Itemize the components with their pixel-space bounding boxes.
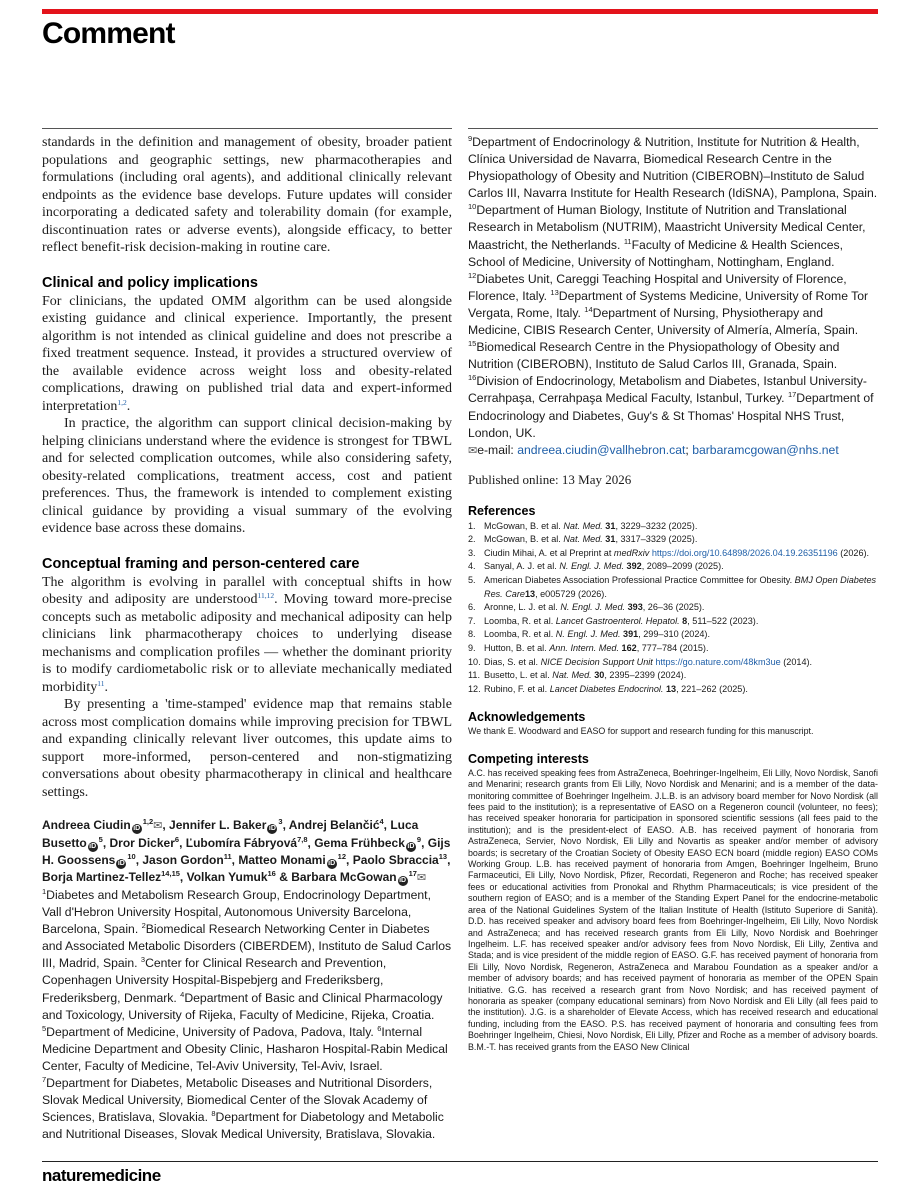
email-link-mcgowan[interactable]: barbaramcgowan@nhs.net	[692, 442, 839, 457]
author-affiliation-number: 7,8	[297, 835, 308, 844]
author-name: Ľubomíra Fábryová	[185, 836, 298, 850]
author-affiliation-number: 5	[98, 835, 103, 844]
affiliation-number: 10	[468, 202, 477, 212]
affiliation-text: Diabetes Unit, Careggi Teaching Hospital and University of Florence, Florence, Italy.	[468, 271, 847, 303]
author-separator: ,	[282, 818, 289, 832]
reference-number: 8.	[468, 629, 476, 640]
reference-journal: NICE Decision Support Unit	[540, 656, 653, 667]
reference-link[interactable]: https://doi.org/10.64898/2026.04.19.26351196	[651, 547, 838, 558]
affiliation-text: Department for Diabetes, Metabolic Diseases and Nutritional Disorders, Slovak Medical University, Biomedical Center of the Slovak Academy of Sciences, Bratislava, Slovakia.	[42, 1076, 433, 1125]
reference-authors: Loomba, R. et al.	[484, 629, 556, 640]
author-name: Andreea Ciudin	[42, 818, 131, 832]
affiliation-text: Diabetes and Metabolism Research Group, Endocrinology Department, Vall d'Hebron University Hospital, Autonomous University Barcelona, Barcelona, Spain.	[42, 888, 431, 937]
journal-logo: naturemedicine	[42, 1166, 161, 1185]
clinical-policy-paragraph-1: For clinicians, the updated OMM algorithm can be used alongside existing guidance and clinical experience. Importantly, the present algorithm is not intended as clinical guideline and does not prescribe a fixed treatment sequence. Instead, it provides a structured overview of the available evidence across weight loss and obesity-related complications, drawing on published trial data and expert-informed interpretation$^{1,2}$.	[42, 293, 452, 414]
reference-item	[468, 615, 878, 629]
author-affiliation-number: 17	[408, 869, 417, 878]
reference-number: 4.	[468, 561, 476, 572]
affiliation-text: Faculty of Medicine & Health Sciences, School of Medicine, University of Nottingham, Nottingham, England.	[468, 237, 843, 269]
reference-volume: 162	[618, 643, 637, 654]
affiliation-number: 14	[584, 304, 593, 314]
citation-link[interactable]: 11	[97, 678, 105, 688]
affiliation-text: Department of Endocrinology and Diabetes, Guy's & St Thomas' Hospital NHS Trust, London, UK.	[468, 391, 874, 440]
reference-item	[468, 533, 878, 547]
reference-item	[468, 683, 878, 697]
footer-rule	[42, 1161, 878, 1162]
author-affiliation-number: 3	[278, 817, 283, 826]
reference-number: 5.	[468, 575, 476, 586]
intro-paragraph: standards in the definition and management of obesity, broader patient populations and geographic settings, new pharmacotherapies and formulations (including oral agents), and additional clinically relevant endpoints as the evidence base develops. Future updates will consider incorporating a dedicated safety and tolerability domain (for example, discontinuation rates or adverse events), alongside efficacy, to better reflect benefit-risk decision-making in routine care.	[42, 135, 452, 255]
reference-item	[468, 656, 878, 670]
reference-link[interactable]: https://go.nature.com/48km3ue	[655, 656, 781, 667]
citation-link[interactable]: 11,12	[257, 591, 275, 600]
reference-item	[468, 520, 878, 534]
affiliation-text: Department of Basic and Clinical Pharmacology and Toxicology, University of Rijeka, Faculty of Medicine, Rijeka, Croatia.	[42, 990, 443, 1022]
acknowledgements-text: We thank E. Woodward and EASO for support and research funding for this manuscript.	[468, 726, 814, 737]
reference-volume: 30	[591, 670, 605, 681]
reference-volume: 31	[602, 534, 616, 545]
affiliation-text: Department of Systems Medicine, University of Rome Tor Vergata, Rome, Italy.	[468, 288, 869, 320]
reference-authors: McGowan, B. et al.	[484, 520, 564, 531]
affiliation-number: 12	[468, 270, 477, 280]
competing-interests-heading: Competing interests	[468, 751, 589, 766]
affiliation-text: Department of Endocrinology & Nutrition, Institute for Nutrition & Health, Clínica Universidad de Navarra, Biomedical Research Centre in the Physiopathology of Obesity and Nutrition (CIBEROBN)–Instituto de Salud Carlos III, Navarra Institute for Health Research (IdiSNA), Pamplona, Spain.	[468, 135, 878, 201]
right-column-rule	[468, 128, 878, 129]
author-affiliation-number: 13	[438, 852, 448, 861]
author-name: Volkan Yumuk	[186, 870, 268, 884]
author-name: Jason Gordon	[142, 853, 224, 867]
orcid-icon[interactable]: iD	[268, 825, 276, 832]
envelope-icon: ✉	[468, 444, 478, 457]
reference-item	[468, 628, 878, 642]
section-heading-clinical-policy: Clinical and policy implications	[42, 274, 258, 291]
affiliation-number: 3	[140, 955, 146, 965]
clinical-policy-paragraph-2: In practice, the algorithm can support clinical decision-making by helping clinicians understand where the evidence is strongest for TBWL and for selected complication outcomes, while also considering safety, obesity-related complications, treatment access, cost and patient preferences. Thus, the framework is intended to complement existing clinical guidance by providing a visual summary of the evolving evidence base across these domains.	[42, 416, 452, 536]
author-separator: ,	[179, 836, 186, 850]
author-separator: ,	[102, 836, 110, 850]
author-list	[42, 817, 452, 887]
email-link-ciudin[interactable]: andreea.ciudin@vallhebron.cat	[517, 442, 686, 457]
left-column-rule	[42, 128, 452, 129]
orcid-icon[interactable]: iD	[399, 877, 407, 884]
conceptual-framing-paragraph-2: By presenting a 'time-stamped' evidence map that remains stable across most complication domains while improving precision for TBWL and expanding clinically relevant liver outcomes, this update aims to support more-informed, person-centered and non-stigmatizing conversations about obesity pharmacotherapy in clinical and healthcare settings.	[42, 697, 452, 800]
reference-year: (2014).	[780, 656, 813, 667]
section-heading-conceptual-framing: Conceptual framing and person-centered care	[42, 555, 360, 572]
conceptual-framing-paragraph-1: The algorithm is evolving in parallel with conceptual shifts in how obesity and adiposity are understood$^{11,12}$. Moving toward more-precise concepts such as metabolic adiposity and mechanical adiposity can help clinicians link pharmacotherapy choices to underlying disease mechanisms and complication profiles — whether the dominant priority is to modify cardiometabolic risk or to alleviate mechanically mediated morbidity$^{11}$.	[42, 574, 452, 695]
reference-pages: , 3317–3329 (2025).	[615, 534, 698, 545]
section-title: Comment	[42, 17, 175, 50]
affiliation-number: 6	[377, 1023, 382, 1033]
author-affiliation-number: 12	[337, 852, 347, 861]
reference-journal: Nat. Med.	[563, 534, 603, 545]
author-affiliation-number: 6	[174, 835, 180, 844]
reference-number: 11.	[468, 670, 480, 681]
reference-authors: Hutton, B. et al.	[484, 643, 550, 654]
author-name: Gema Frühbeck	[314, 836, 405, 850]
orcid-icon[interactable]: iD	[89, 843, 97, 850]
author-affiliation-number: 9	[416, 835, 422, 844]
reference-year: (2026).	[837, 547, 870, 558]
reference-item	[468, 547, 878, 561]
reference-list	[468, 520, 878, 697]
reference-number: 1.	[468, 520, 476, 531]
reference-authors: Ciudin Mihai, A. et al Preprint at	[484, 547, 614, 558]
reference-number: 9.	[468, 643, 476, 654]
reference-number: 2.	[468, 534, 476, 545]
orcid-icon[interactable]: iD	[328, 860, 336, 867]
affiliation-text: Biomedical Research Networking Center in Diabetes and Associated Metabolic Disorders (CIBERDEM), Instituto de Salud Carlos III, Madrid, Spain.	[42, 922, 452, 971]
reference-volume: 13	[663, 683, 677, 694]
author-name: Paolo Sbraccia	[352, 853, 439, 867]
reference-item	[468, 560, 878, 574]
author-name: Dror Dicker	[109, 836, 175, 850]
published-date: Published online: 13 May 2026	[468, 471, 632, 487]
affiliation-number: 2	[141, 921, 146, 931]
author-name: Matteo Monami	[238, 853, 326, 867]
author-separator: &	[275, 870, 292, 884]
acknowledgements-heading: Acknowledgements	[468, 710, 586, 725]
affiliations-left	[42, 887, 452, 1143]
affiliation-number: 11	[623, 236, 632, 246]
reference-pages: , 511–522 (2023).	[687, 615, 759, 626]
competing-interests-text: A.C. has received speaking fees from AstraZeneca, Boehringer-Ingelheim, Eli Lilly, Novo Nordisk, Sanofi and Menarini; research grants from Eli Lilly, Novo Nordisk and Menarini; and is a member of the data-monitoring committee of Boehringer Ingelheim. J.L.B. is an advisory board member for Novo Nordisk (all fees paid to the institution); is a representative of EASO on a Regeneron council (volunteer, no fees); has received speaker honoraria for participation in sponsored scientific sessions (all fees paid to the institution); and is the president-elect of EASO. A.B. has received payment of honoraria from AstraZeneca, Servier, Novo Nordisk, Eli Lilly and Novartis as speaker and/or member of advisory boards; is secretary of the Croatian Society of Obesity EASO ECN board (middle region) EASO COMs Working Group. L.B. has received payment of honoraria from Amgen, Boehringer Ingelheim, Bruno Farmaceutici, Eli Lilly, Novo Nordisk, Pfizer, Recordati, Regeneron and Roche; has received speaker fees or educational activities from Pronokal and Rhythm Pharmaceuticals; is vice president of the southern region of EASO; and is a member of the Standing Expert Panel for the endocrine-metabolic area of the National Guidelines System of the Italian Institute of Health (Istituto Superiore di Sanità). D.D. has received speaker and advisory board fees from Boehringer-Ingelheim, Eli Lilly, Novo Nordisk and AstraZeneca; and has received research grants from Eli Lilly, Novo Nordisk and Boehringer Ingelheim. L.F. has received speaker and/or advisory fees from Novo Nordisk, Eli Lilly, Zentiva and Stada; and is vice president of the middle region of EASO. G.F. has received payment of honoraria from Eli Lilly, Novo Nordisk, Regeneron, AstraZeneca and Marabou Foundation as a speaker and/or a member of advisory boards; and has received payment of honoraria as member of the OPEN Spain Initiative. G.G. has received a research grant from Novo Nordisk; and has received payment of honoraria as speaker (company educational seminars) from Novo Nordisk and Eli Lilly (all fees paid to the institution). J.G. is a shareholder of Elevate Access, which has received research and educational funding, including from the EASO. P.S. has received payment of honoraria and consulting fees from Boehringer Ingelheim, Chiesi, Novo Nordisk, Eli Lilly, Pfizer and Roche as a member of advisory boards. B.M.-T. has received grants from the EASO New Clinical	[468, 767, 878, 1052]
author-separator: ,	[231, 853, 239, 867]
reference-pages: , 299–310 (2024).	[638, 629, 710, 640]
author-name: Jennifer L. Baker	[169, 818, 267, 832]
reference-journal: N. Engl. J. Med.	[559, 561, 625, 572]
left-column	[42, 134, 452, 1143]
reference-volume: 8	[679, 615, 688, 626]
reference-authors: Rubino, F. et al.	[484, 683, 550, 694]
affiliation-number: 1	[42, 887, 47, 896]
affiliation-number: 7	[42, 1075, 47, 1085]
author-separator: ,	[421, 836, 428, 850]
reference-journal: Nat. Med.	[563, 520, 603, 531]
author-name: Gijs H. Goossens	[42, 836, 451, 867]
reference-journal: medRxiv	[613, 547, 650, 558]
reference-authors: Sanyal, A. J. et al.	[484, 561, 560, 572]
reference-volume: 391	[620, 629, 639, 640]
reference-pages: , 26–36 (2025).	[642, 602, 705, 613]
reference-volume: 31	[602, 520, 616, 531]
orcid-icon[interactable]: iD	[117, 860, 125, 867]
affiliation-text: Department of Medicine, University of Padova, Padova, Italy.	[46, 1024, 378, 1039]
reference-journal: Nat. Med.	[552, 670, 592, 681]
envelope-icon[interactable]: ✉	[153, 820, 163, 832]
author-name: Andrej Belančić	[288, 818, 380, 832]
header-accent-bar	[42, 9, 878, 14]
reference-authors: McGowan, B. et al.	[484, 534, 564, 545]
reference-pages: , 221–262 (2025).	[676, 683, 748, 694]
reference-item	[468, 601, 878, 615]
email-line: ✉e-mail: andreea.ciudin@vallhebron.cat; barbaramcgowan@nhs.net	[468, 442, 878, 460]
reference-pages: , 2395–2399 (2024).	[604, 670, 687, 681]
reference-number: 7.	[468, 615, 476, 626]
orcid-icon[interactable]: iD	[407, 843, 415, 850]
author-affiliation-number: 16	[267, 869, 276, 878]
author-name: Barbara McGowan	[291, 870, 397, 884]
envelope-icon[interactable]: ✉	[416, 872, 427, 884]
reference-item	[468, 669, 878, 683]
reference-authors: Dias, S. et al.	[484, 656, 541, 667]
reference-journal: N. Engl. J. Med.	[560, 602, 626, 613]
reference-pages: , 777–784 (2015).	[636, 643, 709, 654]
author-affiliation-number: 4	[379, 817, 384, 826]
affiliation-number: 4	[180, 989, 185, 999]
author-affiliation-number: 10	[127, 852, 136, 861]
reference-journal: BMJ Open Diabetes Res. Care	[484, 575, 877, 599]
references-heading: References	[468, 503, 536, 518]
reference-volume: 13	[524, 588, 536, 599]
reference-number: 6.	[468, 602, 476, 613]
reference-number: 10.	[468, 656, 481, 667]
reference-journal: Ann. Intern. Med.	[549, 643, 619, 654]
reference-volume: 392	[624, 561, 642, 572]
affiliation-number: 5	[42, 1023, 47, 1033]
author-separator: ,	[162, 818, 170, 832]
reference-pages: , 2089–2099 (2025).	[641, 561, 724, 572]
reference-number: 12.	[468, 683, 481, 694]
affiliation-text: Center for Clinical Research and Prevention, Copenhagen University Hospital-Bispebjerg and Frederiksberg, Frederiksberg, Denmark.	[42, 956, 387, 1005]
affiliation-text: Department for Diabetology and Metabolic and Nutritional Diseases, Slovak Medical University, Bratislava, Slovakia.	[42, 1110, 444, 1142]
reference-pages: , e005729 (2026).	[535, 588, 607, 599]
reference-pages: , 3229–3232 (2025).	[615, 520, 698, 531]
reference-item	[468, 574, 878, 601]
author-separator: ,	[346, 853, 353, 867]
reference-authors: Loomba, R. et al.	[484, 615, 556, 626]
affiliation-number: 16	[468, 373, 477, 383]
affiliation-text: Division of Endocrinology, Metabolism and Diabetes, Istanbul University-Cerrahpaşa, Cerrahpaşa Medical Faculty, Istanbul, Turkey.	[468, 374, 867, 406]
author-affiliation-number: 11	[223, 852, 232, 861]
right-column	[468, 134, 878, 1053]
affiliation-number: 9	[468, 134, 473, 143]
affiliation-text: Department of Nursing, Physiotherapy and Medicine, CIBIS Research Center, University of Almería, Almería, Spain.	[468, 305, 859, 338]
citation-link[interactable]: 1,2	[117, 397, 127, 407]
reference-authors: Aronne, L. J. et al.	[484, 602, 561, 613]
author-affiliation-number: 1,2	[142, 817, 154, 826]
reference-item	[468, 642, 878, 656]
reference-journal: Lancet Gastroenterol. Hepatol.	[555, 615, 680, 626]
orcid-icon[interactable]: iD	[133, 825, 141, 832]
author-separator: ,	[179, 870, 187, 884]
author-name: Borja Martinez-Tellez	[42, 870, 162, 884]
affiliations-right	[468, 134, 878, 442]
affiliation-text: Internal Medicine Department and Obesity Clinic, Hasharon Hospital-Rabin Medical Center, Faculty of Medicine, Tel-Aviv University, Tel-Aviv, Israel.	[42, 1024, 448, 1073]
author-separator: ,	[447, 853, 451, 867]
author-affiliation-number: 14,15	[161, 869, 180, 878]
reference-journal: Lancet Diabetes Endocrinol.	[549, 683, 664, 694]
affiliation-number: 8	[211, 1109, 216, 1119]
author-separator: ,	[135, 853, 143, 867]
author-name: Luca Busetto	[42, 818, 419, 850]
affiliation-number: 15	[468, 339, 477, 349]
reference-volume: 393	[625, 602, 643, 613]
reference-journal: N. Engl. J. Med.	[555, 629, 621, 640]
affiliation-number: 13	[550, 287, 559, 297]
affiliation-number: 17	[787, 390, 797, 400]
affiliation-text: Department of Human Biology, Institute of Nutrition and Translational Research in Metabolism (NUTRIM), Maastricht University Medical Center, Maastricht, the Netherlands.	[468, 203, 866, 252]
author-separator: ,	[307, 836, 315, 850]
reference-authors: American Diabetes Association Professional Practice Committee for Obesity.	[484, 575, 795, 586]
affiliation-text: Biomedical Research Centre in the Physiopathology of Obesity and Nutrition (CIBEROBN), Instituto de Salud Carlos III, Granada, Spain.	[468, 340, 840, 372]
reference-authors: Busetto, L. et al.	[484, 670, 553, 681]
reference-number: 3.	[468, 547, 476, 558]
author-separator: ,	[383, 818, 391, 832]
